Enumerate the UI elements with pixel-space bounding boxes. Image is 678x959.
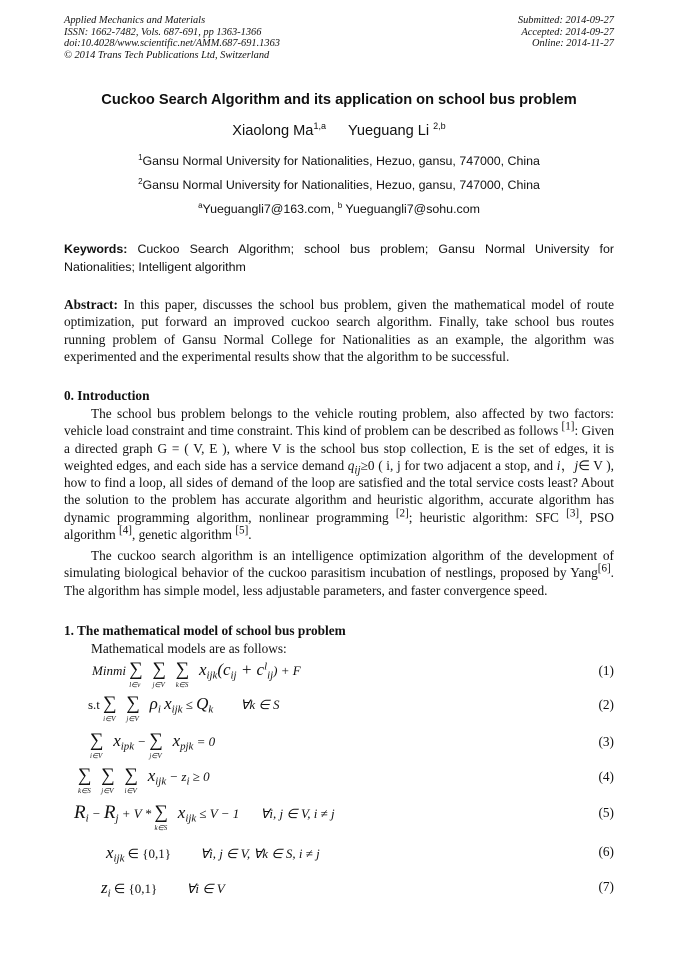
affiliation-2-sup: 2 — [138, 176, 143, 186]
equation-7-number: (7) — [598, 879, 614, 894]
equation-7: $z_i$ ∈ {0,1} ∀i ∈ V — [101, 878, 225, 900]
affiliation-2 — [0, 178, 678, 192]
citation-4: [4] — [119, 524, 132, 537]
sum-symbol: ∑ — [149, 730, 163, 751]
author-1-sup: 1,a — [313, 121, 326, 132]
sum-symbol: ∑ — [124, 765, 139, 786]
author-line — [0, 123, 678, 139]
equation-6-number: (6) — [598, 844, 614, 859]
sum-symbol: ∑ — [129, 659, 143, 680]
intro-paragraph-1: The school bus problem belongs to the vehicle routing problem, also affected by two factors: vehicle load constraint and time constraint. This kind of problem can be described as follows [1]: Given a directed graph G = ( V, E ), where V is the school bus stop collection, E is the set of edges, it is weighted edges, and each side has a service demand $q_{ij}\ge 0$ ( i, j for two adjacent a stop, and i，j∈ V ), how to find a loop, all sides of demand of the loop are satisfied and the total service costs least? About the solution to the problem has accurate algorithm and heuristic algorithm, accurate algorithm has dynamic programming algorithm, nonlinear programming [2]; heuristic algorithm: SFC [3], PSO algorithm [4], genetic algorithm [5]. — [64, 406, 614, 543]
paper-title: Cuckoo Search Algorithm and its application on school bus problem — [101, 92, 577, 108]
sum-symbol: ∑ — [175, 659, 190, 680]
journal-name: Applied Mechanics and Materials — [64, 15, 206, 26]
equation-4-number: (4) — [598, 769, 614, 784]
abstract-block — [64, 296, 614, 365]
author-2-sup: 2,b — [433, 121, 446, 132]
email-a[interactable]: Yueguangli7@163.com, — [202, 202, 338, 216]
submitted-date: Submitted: 2014-09-27 — [517, 15, 614, 26]
equation-1: Minmi ∑ l∈v ∑ j∈V ∑ k∈S $x_{ijk}(c_{ij} + c^l_{ij}) + F$ — [92, 659, 301, 689]
sum-symbol: ∑ — [152, 659, 166, 680]
sum-symbol: ∑ — [103, 693, 117, 714]
email-b-sup: b — [337, 200, 343, 210]
citation-5: [5] — [235, 524, 249, 537]
doi-line[interactable]: doi:10.4028/www.scientific.net/AMM.687-691.1363 — [64, 38, 280, 50]
equation-1-number: (1) — [598, 663, 614, 678]
email-line — [0, 202, 678, 216]
journal-header-left — [64, 15, 280, 61]
equation-2-number: (2) — [598, 697, 614, 712]
citation-6: [6] — [597, 562, 611, 575]
equation-5-number: (5) — [598, 805, 614, 820]
keywords-text: Cuckoo Search Algorithm; school bus problem; Gansu Normal University for Nationalities; Intelligent algorithm — [64, 242, 614, 274]
accepted-date: Accepted: 2014-09-27 — [521, 26, 614, 38]
abstract-text: In this paper, discusses the school bus problem, given the mathematical model of route optimization, put forward an improved cuckoo search algorithm. Finally, take school bus routes running problem of Gansu Normal College for Nationalities as an example, the algorithm was experimented and the experimental results show that the algorithm to be successful. — [64, 297, 614, 364]
citation-2: [2] — [395, 507, 409, 520]
online-date: Online: 2014-11-27 — [531, 38, 614, 50]
affiliation-2-text: Gansu Normal University for Nationalities, Hezuo, gansu, 747000, China — [142, 178, 540, 192]
author-2-name: Yueguang Li — [347, 123, 434, 139]
equation-5: $R_i - R_j + V$ * ∑ k∈S $x_{ijk} \le V - 1$ ∀i, j ∈ V, i ≠ j — [74, 802, 335, 832]
equation-3: ∑ i∈V $x_{ipk}$ − ∑ j∈V $x_{pjk} = 0$ — [90, 730, 216, 760]
author-1-name: Xiaolong Ma — [232, 123, 314, 139]
journal-header-right — [518, 15, 614, 50]
email-a-sup: a — [198, 200, 203, 210]
citation-3: [3] — [566, 507, 580, 520]
intro-paragraph-2: The cuckoo search algorithm is an intelligence optimization algorithm of the development of simulating biological behavior of the cuckoo parasitism incubation of nestlings, proposed by Yang[6]. The algorithm has simple model, less adjustable parameters, and faster convergence speed. — [64, 548, 614, 598]
sum-symbol: ∑ — [90, 730, 104, 751]
keywords-block — [64, 240, 614, 276]
affiliation-1 — [0, 154, 678, 168]
affiliation-1-text: Gansu Normal University for Nationalities, Hezuo, gansu, 747000, China — [142, 154, 540, 168]
sum-symbol: ∑ — [126, 693, 140, 714]
sum-symbol: ∑ — [101, 765, 115, 786]
models-intro: Mathematical models are as follows: — [91, 641, 287, 656]
sum-symbol: ∑ — [78, 765, 92, 786]
issn-line: ISSN: 1662-7482, Vols. 687-691, pp 1363-1366 — [64, 26, 262, 38]
equation-3-number: (3) — [598, 734, 614, 749]
sum-symbol: ∑ — [154, 802, 169, 823]
keywords-label: Keywords: — [64, 242, 128, 256]
section-1-heading: 1. The mathematical model of school bus problem — [64, 623, 346, 638]
equation-6: $x_{ijk}$ ∈ {0,1} ∀i, j ∈ V, ∀k ∈ S, i ≠ j — [106, 843, 320, 865]
email-b[interactable]: Yueguangli7@sohu.com — [342, 202, 480, 216]
affiliation-1-sup: 1 — [138, 152, 143, 162]
abstract-label: Abstract: — [64, 297, 118, 312]
citation-1: [1] — [561, 420, 575, 433]
section-0-heading: 0. Introduction — [64, 388, 150, 403]
equation-2: s.t ∑ i∈V ∑ j∈V $\rho_i$ $x_{ijk} \le Q_k$ ∀k ∈ S — [88, 693, 280, 723]
copyright-line: © 2014 Trans Tech Publications Ltd, Switzerland — [64, 49, 270, 61]
equation-4: ∑ k∈S ∑ j∈V ∑ i∈V $x_{ijk} - z_i \ge 0$ — [78, 765, 210, 795]
